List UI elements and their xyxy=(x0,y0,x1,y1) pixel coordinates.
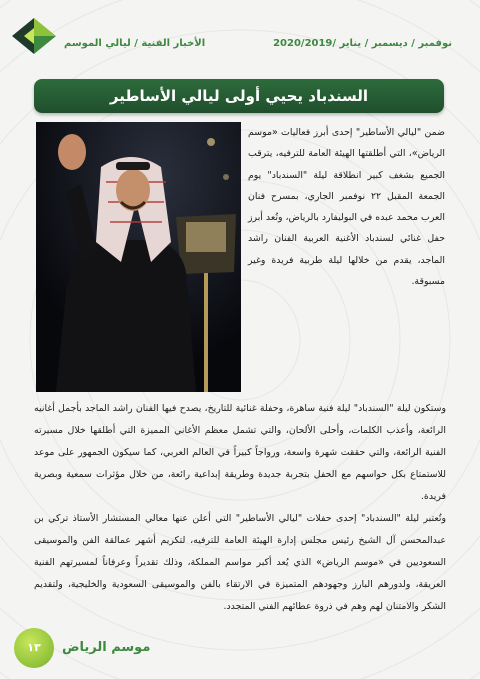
article-paragraph-evening: وستكون ليلة "السندباد" ليلة فنية ساهرة، وحفلة غنائية للتاريخ، يصدح فيها الفنان راشد الماجد بأجمل أغانيه الرائعة، وأعذب الكلمات، وأحلى الألحان، والتي تشمل معظم الأغاني المميزة التي أطلقها خلال مسيرته الفنية الرائعة، والتي حققت شهرة واسعة، ورواجاً كبيراً في العالم العربي، كما سيكون الجمهور على موعد للاستمتاع بكل حواسهم مع الحفل بتجربة جديدة وطريقة إبداعية رائعة، من خلال مؤثرات سمعية وبصرية فريدة. xyxy=(34,403,446,502)
article-title-banner xyxy=(34,79,444,113)
performer-photo xyxy=(36,122,241,392)
article-body-continued xyxy=(34,398,446,618)
article-title: السندباد يحيي أولى ليالي الأساطير xyxy=(109,87,369,105)
page-number-badge xyxy=(14,628,54,668)
page-header xyxy=(0,0,480,70)
issue-date: نوفمبر / ديسمبر / يناير /2020/2019 xyxy=(273,38,452,49)
article-paragraph-intro: ضمن "ليالي الأساطير" إحدى أبرز فعاليات «موسم الرياض»، التي أطلقتها الهيئة العامة للترفيه، يترقب الجميع بشغف كبير انطلاقة ليلة "السندباد" يوم الجمعة المقبل ٢٢ نوفمبر الجاري، بمسرح فنان العرب محمد عبده في البوليفارد بالرياض، وتُعد أبرز حفل غنائي لسندباد الأغنية العربية الفنان راشد الماجد، يقدم من خلالها ليلة طربية فريدة وغير مسبوقة. xyxy=(248,127,445,288)
article-paragraph-closing: وتُعتبر ليلة "السندباد" إحدى حفلات "ليالي الأساطير" التي أعلن عنها معالي المستشار الأستاذ تركي بن عبدالمحسن آل الشيخ رئيس مجلس إدارة الهيئة العامة للترفيه، لتكريم أشهر عمالقة الفن والموسيقى السعوديين في «موسم الرياض» الذي يُعد أكبر مواسم المملكة، وذلك تقديراً وعرفاناً لمسيرتهم الفنية العريقة، ولدورهم البارز وجهودهم المتميزة في الارتقاء بالفن والموسيقى السعودية والخليجية، ولتقديم الشكر والامتنان لهم وهم في ذروة عطائهم الفني المتجدد. xyxy=(34,513,446,612)
section-title: الأخبار الفنية / ليالي الموسم xyxy=(64,38,206,49)
season-logo xyxy=(10,14,58,62)
footer-brand: موسم الرياض xyxy=(62,640,151,655)
page-number: ١٣ xyxy=(27,641,41,654)
singer-on-stage-image xyxy=(36,122,241,392)
triangle-logo-icon xyxy=(10,14,58,58)
